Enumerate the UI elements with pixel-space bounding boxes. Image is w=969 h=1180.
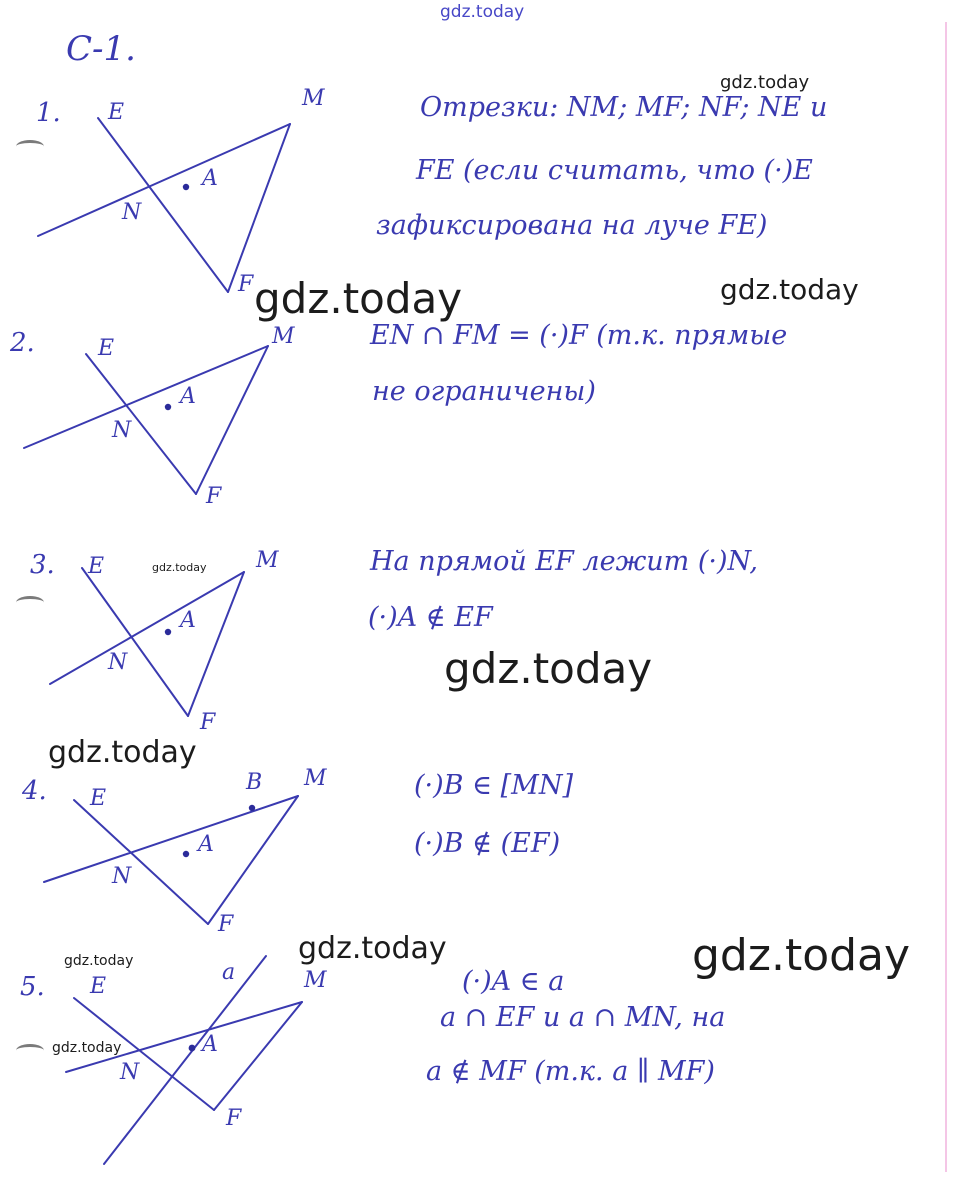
- label-E: E: [98, 336, 115, 361]
- label-E: E: [90, 974, 107, 999]
- answer-line: Отрезки: NM; MF; NF; NE и: [420, 92, 828, 123]
- label-A: A: [180, 384, 196, 409]
- label-A: A: [202, 166, 218, 191]
- label-A: A: [198, 832, 214, 857]
- watermark: gdz.today: [64, 953, 134, 969]
- label-N: N: [112, 864, 132, 889]
- label-A: A: [202, 1032, 218, 1057]
- watermark: gdz.today: [720, 72, 810, 93]
- label-E: E: [108, 100, 125, 125]
- label-a: a: [222, 960, 236, 985]
- point-A: [189, 1045, 196, 1052]
- label-M: M: [304, 968, 327, 993]
- watermark: gdz.today: [152, 561, 207, 574]
- answer-line: (·)B ∉ (EF): [414, 828, 561, 859]
- label-F: F: [218, 912, 234, 937]
- problem-number: 2.: [10, 328, 35, 358]
- watermark: gdz.today: [692, 930, 911, 981]
- watermark: gdz.today: [720, 273, 859, 306]
- label-B: B: [246, 770, 263, 795]
- problem-number: 1.: [36, 98, 61, 128]
- label-M: M: [256, 548, 279, 573]
- answer-line: EN ∩ FM = (·)F (т.к. прямые: [370, 320, 788, 351]
- answer-line: FE (если считать, что (·)E: [416, 155, 813, 186]
- label-A: A: [180, 608, 196, 633]
- problem-number: 5.: [20, 972, 45, 1002]
- answer-line: (·)B ∈ [MN]: [414, 770, 573, 801]
- label-N: N: [120, 1060, 140, 1085]
- label-M: M: [304, 766, 327, 791]
- watermark: gdz.today: [298, 931, 447, 966]
- section-title: C-1.: [66, 29, 136, 69]
- label-F: F: [238, 272, 254, 297]
- label-F: F: [206, 484, 222, 509]
- problem-number: 4.: [22, 776, 47, 806]
- problem-number: 3.: [30, 550, 55, 580]
- answer-line: a ∉ MF (т.к. a ∥ MF): [426, 1056, 715, 1087]
- answer-line: зафиксирована на луче FE): [376, 210, 768, 241]
- answer-line: (·)A ∈ a: [462, 966, 565, 997]
- label-E: E: [90, 786, 107, 811]
- label-E: E: [88, 554, 105, 579]
- watermark: gdz.today: [444, 644, 653, 693]
- watermark: gdz.today: [48, 735, 197, 770]
- label-N: N: [112, 418, 132, 443]
- answer-line: не ограничены): [372, 376, 596, 407]
- label-F: F: [200, 710, 216, 735]
- watermark-top: gdz.today: [440, 2, 525, 22]
- answer-line: На прямой EF лежит (·)N,: [370, 546, 758, 577]
- watermark: gdz.today: [254, 274, 463, 323]
- label-F: F: [226, 1106, 242, 1131]
- label-N: N: [108, 650, 128, 675]
- label-M: M: [302, 86, 325, 111]
- label-M: M: [272, 324, 295, 349]
- answer-line: a ∩ EF и a ∩ MN, на: [440, 1002, 726, 1033]
- label-N: N: [122, 200, 142, 225]
- watermark: gdz.today: [52, 1040, 122, 1056]
- segment-MF: [214, 1002, 302, 1110]
- answer-line: (·)A ∉ EF: [368, 602, 493, 633]
